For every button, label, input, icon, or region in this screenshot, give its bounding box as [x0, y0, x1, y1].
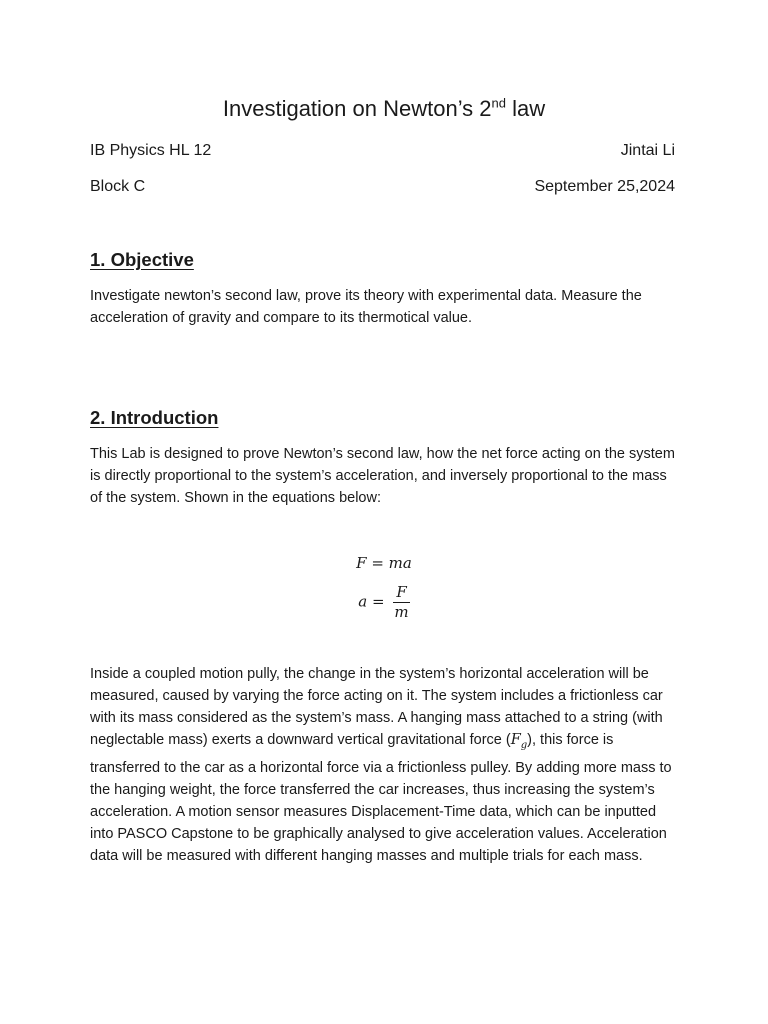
- fraction-denominator: m: [394, 603, 409, 621]
- objective-line: acceleration of gravity and compare to its thermotical value.: [90, 310, 473, 326]
- title-superscript: nd: [491, 95, 506, 111]
- meta-row-block-date: [90, 177, 675, 197]
- author-name: Jintai Li: [620, 142, 675, 159]
- introduction-paragraph: [90, 443, 680, 509]
- introduction-line: This Lab is designed to prove Newton’s second law, how the net force acting on the system: [90, 446, 675, 462]
- procedure-line: into PASCO Capstone to be graphically analysed to give acceleration values. Acceleration: [90, 825, 667, 842]
- title-text: Investigation on Newton’s 2: [222, 96, 492, 121]
- document-title: [0, 94, 768, 124]
- objective-heading: 1. Objective: [90, 249, 194, 270]
- introduction-line: is directly proportional to the system’s acceleration, and inversely proportional to the mass: [90, 468, 667, 484]
- procedure-line-end: ), this force is: [527, 732, 614, 748]
- procedure-line: the hanging weight, the force transferred the car increases, thus increasing the system’s: [90, 781, 655, 798]
- equation-operator: =: [367, 592, 390, 611]
- block-label: Block C: [90, 178, 146, 195]
- procedure-line-start: neglectable mass) exerts a downward vertical gravitational force (: [90, 732, 511, 748]
- course-label: IB Physics HL 12: [90, 142, 212, 159]
- document-date: September 25,2024: [534, 178, 675, 195]
- gravitational-force-symbol: [510, 732, 528, 751]
- equation-lhs: a: [358, 592, 368, 611]
- introduction-line: of the system. Shown in the equations below:: [90, 490, 381, 506]
- procedure-line: Inside a coupled motion pully, the change in the system’s horizontal acceleration will be: [90, 666, 649, 682]
- equation-force: [0, 554, 768, 572]
- introduction-heading: 2. Introduction: [90, 407, 219, 428]
- equation-rhs: ma: [388, 554, 412, 572]
- procedure-line: transferred to the car as a horizontal force via a frictionless pulley. By adding more mass to: [90, 759, 672, 776]
- title-tail: law: [506, 96, 546, 121]
- procedure-line-with-symbol: [90, 729, 680, 757]
- procedure-line: acceleration. A motion sensor measures Displacement-Time data, which can be inputted: [90, 803, 657, 820]
- procedure-line: data will be measured with different hanging masses and multiple trials for each mass.: [90, 847, 643, 864]
- equation-lhs: F: [356, 554, 367, 572]
- force-symbol: F: [510, 732, 521, 748]
- equation-operator: =: [366, 554, 389, 572]
- force-subscript: g: [520, 739, 528, 751]
- meta-row-course-author: [90, 141, 675, 161]
- procedure-paragraph: [90, 663, 680, 867]
- procedure-line: with its mass considered as the system’s mass. A hanging mass attached to a string (with: [90, 710, 663, 726]
- fraction-numerator: F: [393, 584, 409, 603]
- procedure-line: measured, caused by varying the force acting on it. The system includes a frictionless car: [90, 688, 663, 704]
- equation-fraction: [393, 584, 409, 621]
- objective-paragraph: [90, 285, 680, 329]
- objective-line: Investigate newton’s second law, prove its theory with experimental data. Measure the: [90, 288, 642, 304]
- equation-acceleration: [0, 584, 768, 621]
